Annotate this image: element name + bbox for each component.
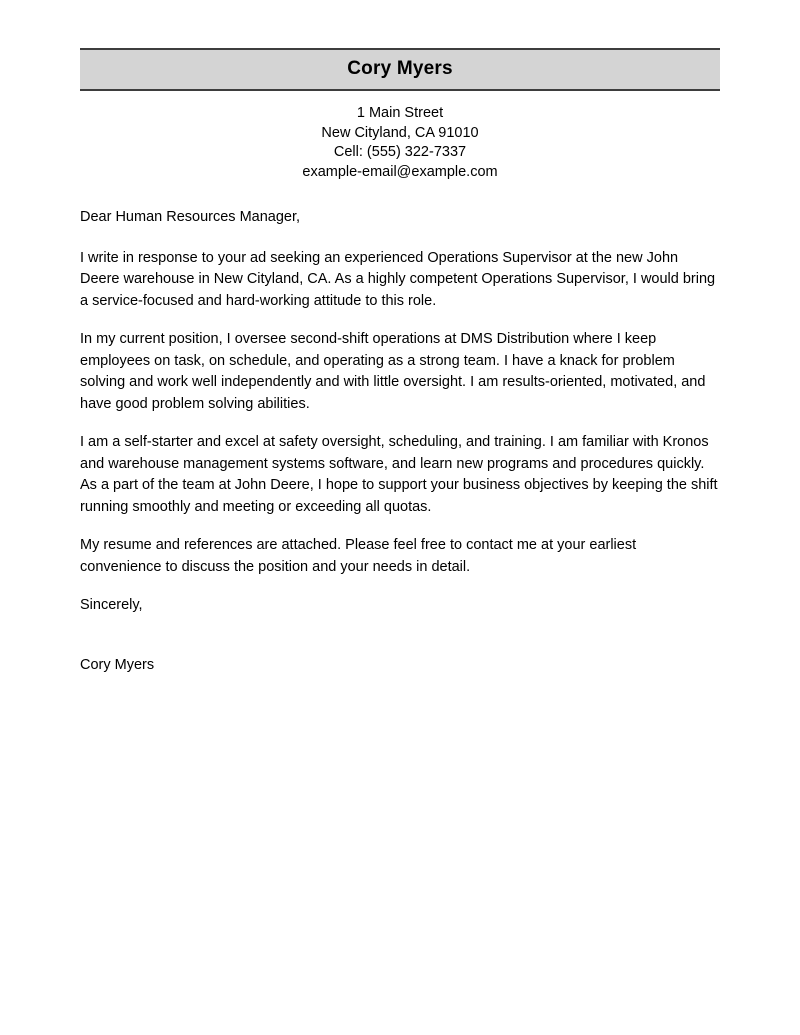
body-paragraph-4: My resume and references are attached. Please feel free to contact me at your earliest convenience to discuss the position and your needs in detail. xyxy=(80,537,637,575)
contact-phone: Cell: (555) 322-7337 xyxy=(333,144,467,160)
contact-email: example-email@example.com xyxy=(302,163,498,180)
letter-body xyxy=(80,207,720,676)
body-paragraph-3: I am a self-starter and excel at safety oversight, scheduling, and training. I am familiar with Kronos and warehouse management systems software, and learn new programs and procedures quickly. As a part of the team at John Deere, I hope to support your business objectives by keeping the shift running smoothly and meeting or exceeding all quotas. xyxy=(80,434,718,515)
closing-line: Sincerely, xyxy=(80,597,143,613)
contact-city-state-zip: New Cityland, CA 91010 xyxy=(321,124,479,141)
salutation: Dear Human Resources Manager, xyxy=(80,209,301,225)
contact-street: 1 Main Street xyxy=(356,105,444,121)
contact-info-block xyxy=(80,104,720,182)
body-paragraph-1: I write in response to your ad seeking an experienced Operations Supervisor at the new John Deere warehouse in New Cityland, CA. As a highly competent Operations Supervisor, I would bring a service-focused and hard-working attitude to this role. xyxy=(80,249,716,309)
cover-letter xyxy=(80,48,720,691)
signature-name: Cory Myers xyxy=(80,656,155,673)
body-paragraph-2: In my current position, I oversee second-shift operations at DMS Distribution where I keep employees on task, on schedule, and operating as a strong team. I have a knack for problem solving and work well independently and with little oversight. I am results-oriented, motivated, and have good problem solving abilities. xyxy=(80,331,706,412)
letterhead-name: Cory Myers xyxy=(80,48,720,91)
